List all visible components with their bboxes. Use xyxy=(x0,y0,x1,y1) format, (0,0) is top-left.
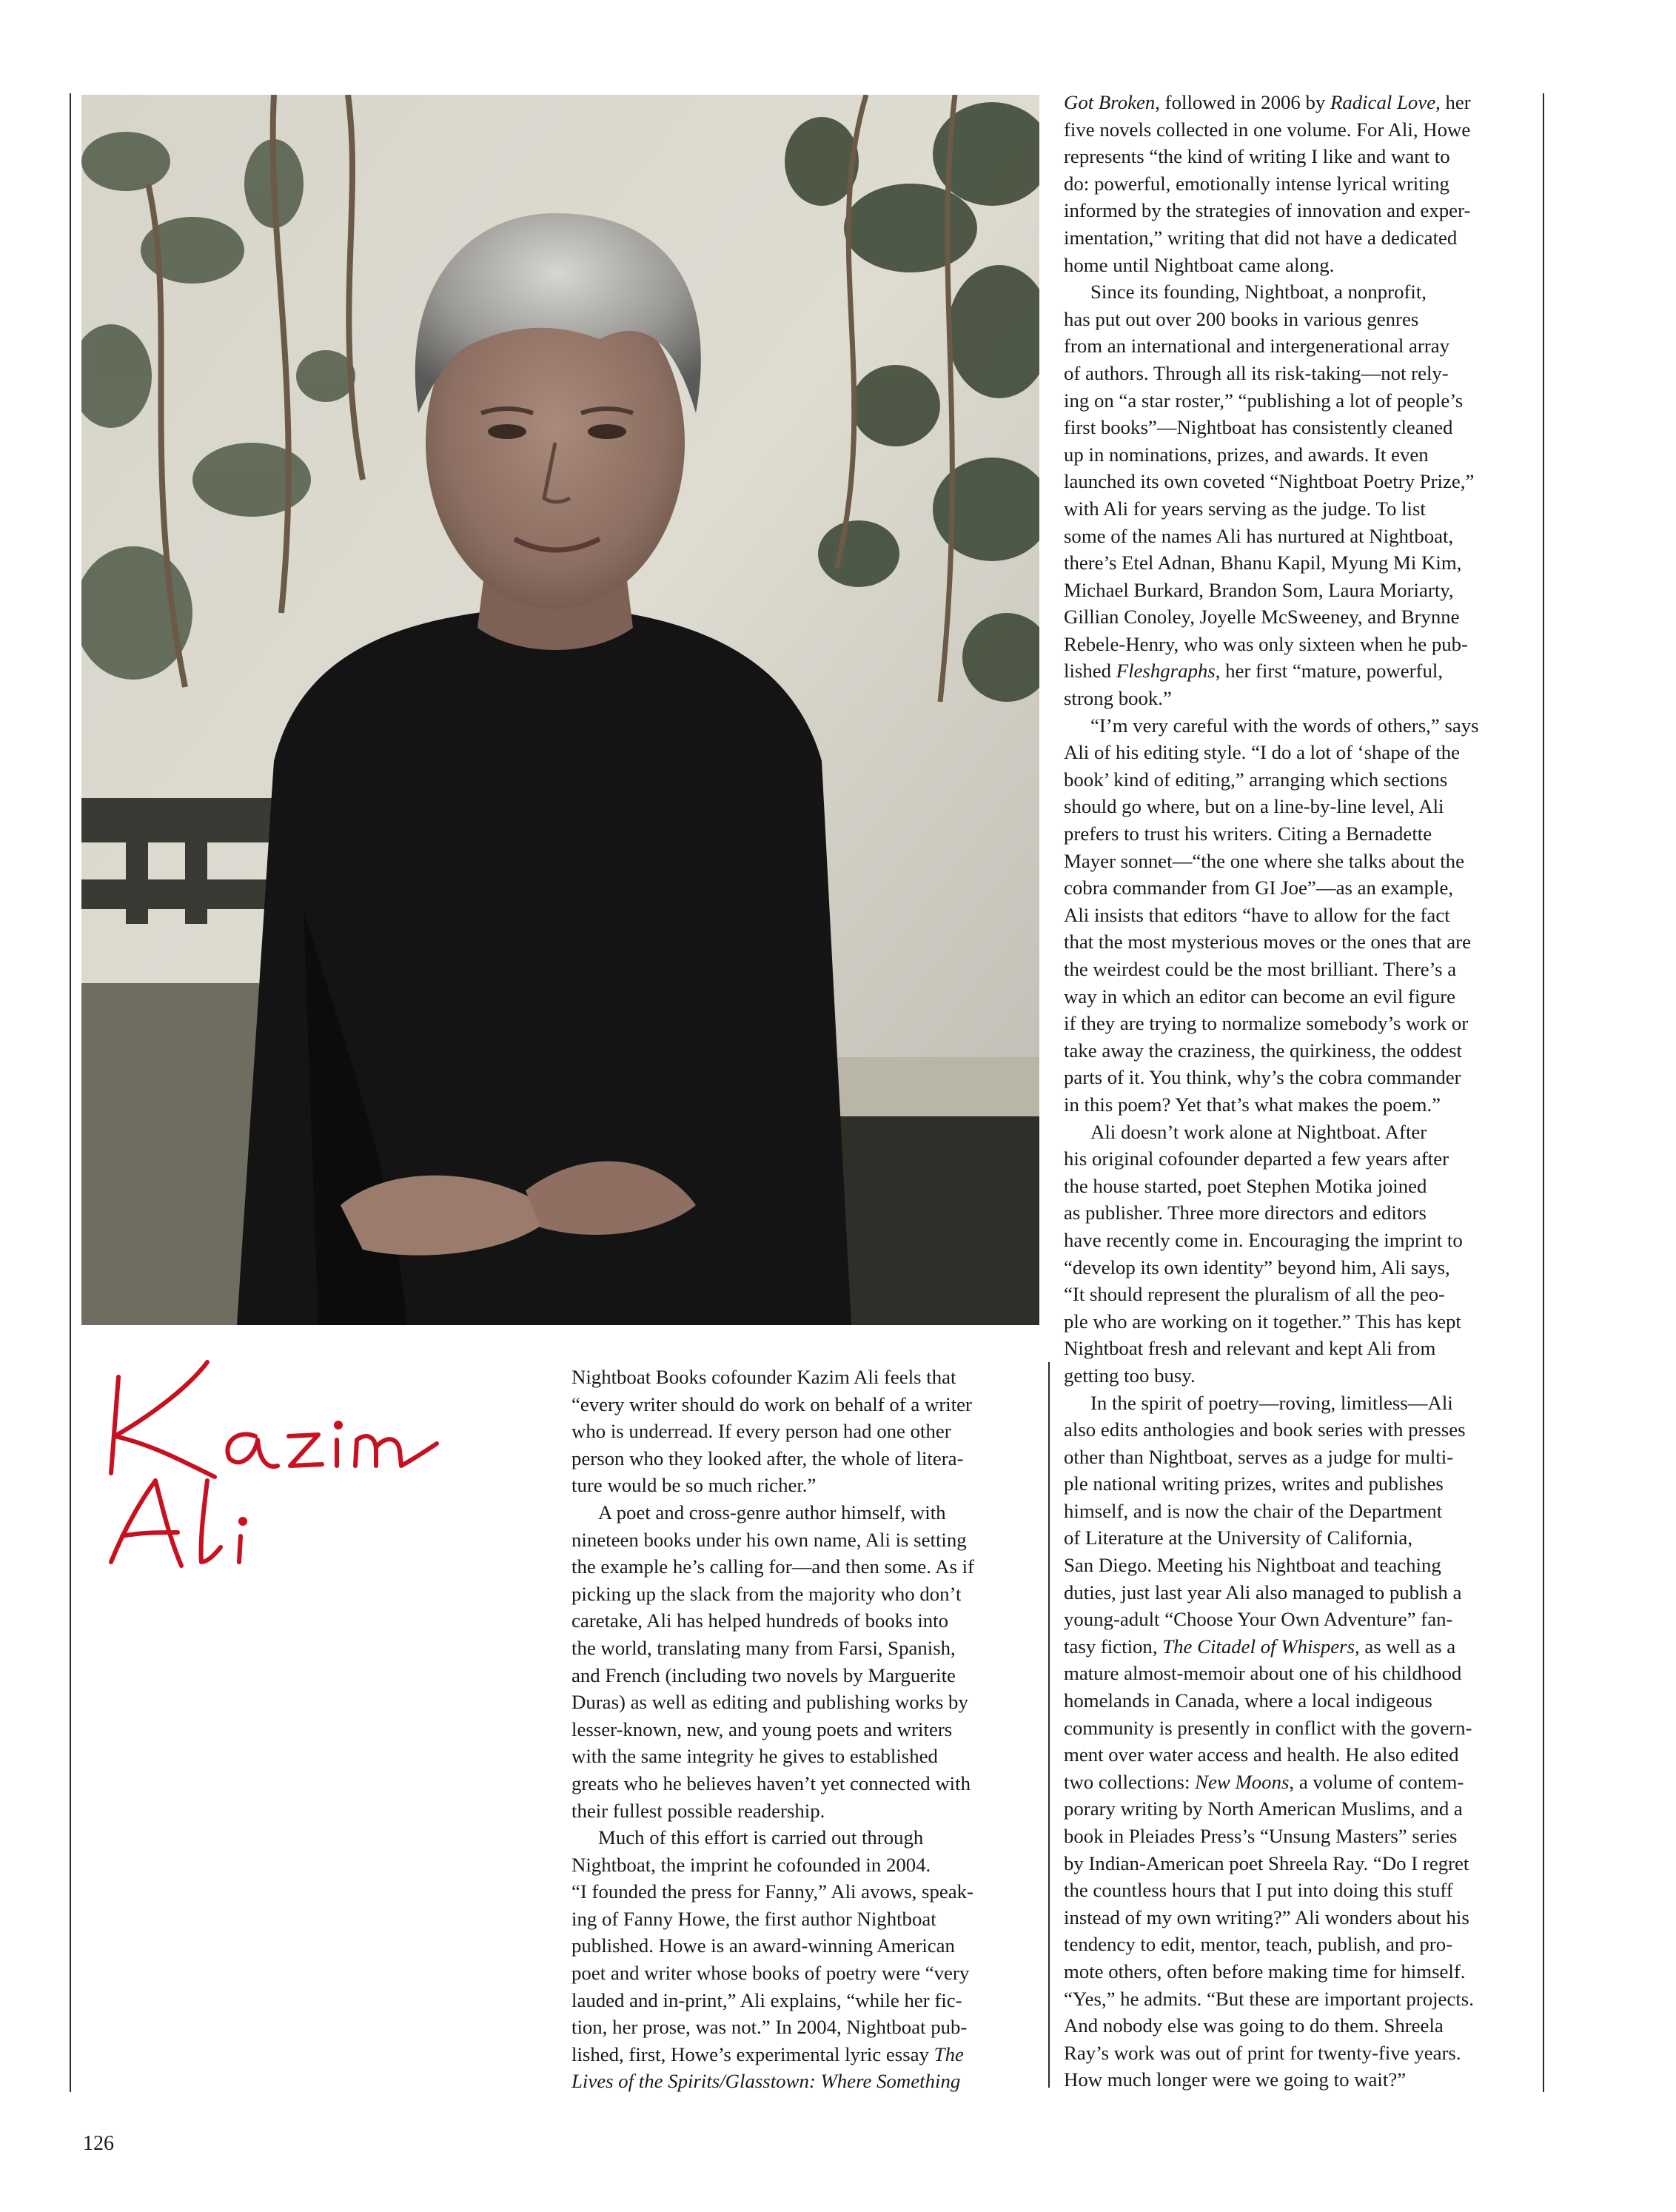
text-line: ment over water access and health. He also edited xyxy=(1064,1743,1459,1766)
text-line: Rebele-Henry, who was only sixteen when he pub- xyxy=(1064,632,1468,655)
text-line: tion, her prose, was not.” In 2004, Nightboat pub- xyxy=(571,2016,968,2039)
paragraph xyxy=(1064,1390,1534,2094)
text-line: “develop its own identity” beyond him, Ali says, xyxy=(1064,1256,1450,1278)
text-line: prefers to trust his writers. Citing a Bernadette xyxy=(1064,822,1432,845)
text-line: himself, and is now the chair of the Department xyxy=(1064,1499,1443,1522)
paragraph xyxy=(1064,278,1534,712)
text-line: two collections: New Moons, a volume of contem- xyxy=(1064,1770,1464,1793)
text-line: take away the craziness, the quirkiness, the oddest xyxy=(1064,1039,1462,1062)
text-line: lished, first, Howe’s experimental lyric essay The xyxy=(571,2042,964,2065)
text-line: duties, just last year Ali also managed to publish a xyxy=(1064,1581,1462,1603)
text-line: Got Broken, followed in 2006 by Radical Love, her xyxy=(1064,91,1471,113)
text-line: Mayer sonnet—“the one where she talks about the xyxy=(1064,849,1464,872)
text-line: And nobody else was going to do them. Shreela xyxy=(1064,2014,1444,2037)
text-line: by Indian-American poet Shreela Ray. “Do I regret xyxy=(1064,1851,1469,1874)
column-rule-right xyxy=(1543,93,1544,2092)
text-line: first books”—Nightboat has consistently cleaned xyxy=(1064,416,1453,439)
text-line: represents “the kind of writing I like and want to xyxy=(1064,145,1450,168)
text-line: the world, translating many from Farsi, Spanish, xyxy=(571,1636,956,1659)
paragraph xyxy=(1064,1119,1534,1390)
text-line: Since its founding, Nightboat, a nonprofit, xyxy=(1090,281,1427,304)
text-line: Much of this effort is carried out through xyxy=(598,1826,924,1849)
text-line: book’ kind of editing,” arranging which sections xyxy=(1064,768,1448,791)
text-line: also edits anthologies and book series with presses xyxy=(1064,1418,1466,1441)
text-line: porary writing by North American Muslims, and a xyxy=(1064,1797,1463,1820)
text-line: A poet and cross-genre author himself, with xyxy=(598,1501,946,1524)
text-line: Gillian Conoley, Joyelle McSweeney, and Brynne xyxy=(1064,606,1460,629)
text-line: Ali insists that editors “have to allow for the fact xyxy=(1064,903,1450,926)
text-line: Nightboat Books cofounder Kazim Ali feels that xyxy=(571,1366,956,1388)
text-line: imentation,” writing that did not have a dedicated xyxy=(1064,226,1458,249)
text-line: “It should represent the pluralism of all the peo- xyxy=(1064,1283,1445,1306)
paragraph xyxy=(571,1824,1035,2095)
column-rule-left xyxy=(70,93,71,2092)
text-line: Ali of his editing style. “I do a lot of ‘shape of the xyxy=(1064,741,1461,764)
paragraph xyxy=(571,1499,1035,1824)
text-line: and French (including two novels by Marguerite xyxy=(571,1663,956,1686)
text-line: Michael Burkard, Brandon Som, Laura Moriarty, xyxy=(1064,578,1454,601)
text-line: from an international and intergenerational array xyxy=(1064,335,1450,358)
text-line: mature almost-memoir about one of his childhood xyxy=(1064,1662,1462,1685)
text-line: person who they looked after, the whole of litera- xyxy=(571,1447,964,1469)
paragraph xyxy=(1064,712,1534,1119)
text-line: Ali doesn’t work alone at Nightboat. After xyxy=(1090,1120,1427,1143)
text-line: instead of my own writing?” Ali wonders about his xyxy=(1064,1906,1469,1928)
text-line: of authors. Through all its risk-taking—not rely- xyxy=(1064,361,1449,384)
text-line: Nightboat fresh and relevant and kept Ali from xyxy=(1064,1337,1436,1360)
text-line: ing of Fanny Howe, the first author Nightboat xyxy=(571,1907,936,1930)
text-line: book in Pleiades Press’s “Unsung Masters” series xyxy=(1064,1825,1458,1847)
text-line: tasy fiction, The Citadel of Whispers, as well as a xyxy=(1064,1635,1456,1658)
text-line: informed by the strategies of innovation and exper- xyxy=(1064,199,1471,222)
text-line: “every writer should do work on behalf of a writer xyxy=(571,1392,972,1415)
paragraph xyxy=(1064,89,1534,278)
text-line: tendency to edit, mentor, teach, publish, and pro- xyxy=(1064,1933,1453,1956)
text-line: parts of it. You think, why’s the cobra commander xyxy=(1064,1066,1461,1089)
text-line: getting too busy. xyxy=(1064,1364,1196,1387)
column-rule-middle xyxy=(1048,1362,1050,2088)
text-line: in this poem? Yet that’s what makes the poem.” xyxy=(1064,1093,1441,1116)
text-line: caretake, Ali has helped hundreds of books into xyxy=(571,1609,949,1632)
handwritten-signature xyxy=(96,1347,481,1584)
signature-text xyxy=(481,1347,482,1348)
text-line: the house started, poet Stephen Motika joined xyxy=(1064,1174,1427,1197)
text-line: nineteen books under his own name, Ali is setting xyxy=(571,1528,967,1551)
text-line: In the spirit of poetry—roving, limitless—Ali xyxy=(1090,1391,1453,1414)
text-line: homelands in Canada, where a local indigeous xyxy=(1064,1689,1432,1712)
text-line: published. Howe is an award-winning American xyxy=(571,1934,955,1957)
portrait-photo xyxy=(81,95,1039,1325)
text-line: Duras) as well as editing and publishing works by xyxy=(571,1691,968,1714)
text-line: the weirdest could be the most brilliant. There’s a xyxy=(1064,958,1457,980)
text-line: other than Nightboat, serves as a judge for multi- xyxy=(1064,1445,1454,1468)
text-line: young-adult “Choose Your Own Adventure” fan- xyxy=(1064,1608,1453,1631)
article-column-middle xyxy=(571,1364,1035,2095)
text-line: of Literature at the University of California, xyxy=(1064,1526,1413,1549)
text-line: cobra commander from GI Joe”—as an example, xyxy=(1064,877,1454,899)
text-line: poet and writer whose books of poetry were “very xyxy=(571,1962,970,1985)
text-line: “Yes,” he admits. “But these are important projects. xyxy=(1064,1987,1474,2010)
text-line: picking up the slack from the majority who don’t xyxy=(571,1582,962,1605)
text-line: ple who are working on it together.” This has kept xyxy=(1064,1310,1461,1333)
paragraph xyxy=(571,1364,1035,1499)
text-line: Nightboat, the imprint he cofounded in 2004. xyxy=(571,1853,931,1876)
text-line: San Diego. Meeting his Nightboat and teaching xyxy=(1064,1554,1441,1577)
text-line: that the most mysterious moves or the ones that are xyxy=(1064,931,1471,953)
text-line: some of the names Ali has nurtured at Nightboat, xyxy=(1064,524,1454,547)
text-line: ture would be so much richer.” xyxy=(571,1474,817,1497)
text-line: “I founded the press for Fanny,” Ali avows, speak- xyxy=(571,1880,973,1903)
article-column-right xyxy=(1064,89,1534,2094)
text-line: How much longer were we going to wait?” xyxy=(1064,2068,1407,2091)
text-line: community is presently in conflict with the govern- xyxy=(1064,1716,1472,1739)
text-line: “I’m very careful with the words of others,” says xyxy=(1090,714,1479,737)
text-line: who is underread. If every person had one other xyxy=(571,1420,951,1443)
text-line: lesser-known, new, and young poets and writers xyxy=(571,1717,953,1740)
text-line: have recently come in. Encouraging the imprint to xyxy=(1064,1228,1463,1251)
page-number: 126 xyxy=(83,2132,114,2155)
text-line: ple national writing prizes, writes and publishes xyxy=(1064,1472,1444,1495)
text-line: with the same integrity he gives to established xyxy=(571,1745,938,1768)
text-line: launched its own coveted “Nightboat Poetry Prize,” xyxy=(1064,470,1475,493)
text-line: should go where, but on a line-by-line level, Ali xyxy=(1064,795,1444,818)
text-line: up in nominations, prizes, and awards. It even xyxy=(1064,443,1429,466)
text-line: lauded and in-print,” Ali explains, “while her fic- xyxy=(571,1988,962,2011)
text-line: there’s Etel Adnan, Bhanu Kapil, Myung Mi Kim, xyxy=(1064,552,1462,574)
text-line: their fullest possible readership. xyxy=(571,1799,825,1822)
text-line: five novels collected in one volume. For Ali, Howe xyxy=(1064,118,1471,141)
text-line: the example he’s calling for—and then some. As if xyxy=(571,1555,974,1578)
text-line: way in which an editor can become an evil figure xyxy=(1064,985,1456,1008)
text-line: mote others, often before making time for himself. xyxy=(1064,1960,1466,1983)
text-line: his original cofounder departed a few years after xyxy=(1064,1147,1449,1170)
text-line: has put out over 200 books in various genres xyxy=(1064,307,1419,330)
text-line: Ray’s work was out of print for twenty-five years. xyxy=(1064,2041,1461,2064)
text-line: if they are trying to normalize somebody’s work or xyxy=(1064,1012,1469,1035)
text-line: as publisher. Three more directors and editors xyxy=(1064,1201,1427,1224)
text-line: Lives of the Spirits/Glasstown: Where Something xyxy=(571,2070,961,2093)
text-line: home until Nightboat came along. xyxy=(1064,253,1335,276)
text-line: greats who he believes haven’t yet connected with xyxy=(571,1772,971,1794)
text-line: with Ali for years serving as the judge. To list xyxy=(1064,497,1426,520)
text-line: strong book.” xyxy=(1064,687,1172,710)
text-line: ing on “a star roster,” “publishing a lot of people’s xyxy=(1064,389,1464,412)
text-line: lished Fleshgraphs, her first “mature, powerful, xyxy=(1064,660,1444,683)
text-line: do: powerful, emotionally intense lyrical writing xyxy=(1064,172,1449,195)
text-line: the countless hours that I put into doing this stuff xyxy=(1064,1879,1453,1902)
